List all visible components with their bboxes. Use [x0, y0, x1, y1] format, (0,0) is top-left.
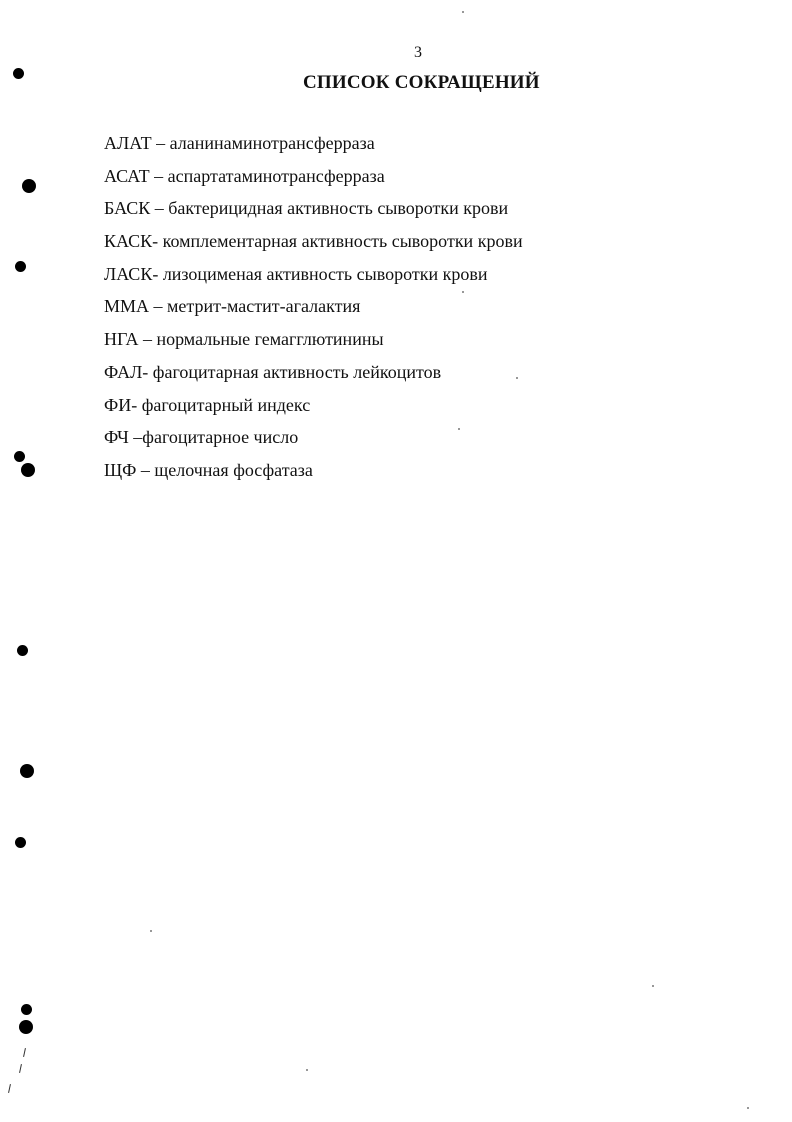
punch-hole-mark	[19, 1020, 33, 1034]
punch-hole-mark	[21, 1004, 32, 1015]
abbreviation-item: БАСК – бактерицидная активность сыворотки крови	[104, 198, 509, 219]
abbreviation-item: АЛАТ – аланинаминотрансферраза	[104, 133, 375, 153]
abbreviation-item: ФАЛ- фагоцитарная активность лейкоцитов	[104, 361, 442, 382]
scan-dust-dot	[150, 930, 152, 932]
abbreviation-item: ЛАСК- лизоцименая активность сыворотки крови	[104, 263, 488, 284]
punch-hole-mark	[15, 837, 26, 848]
abbreviation-item: ФЧ –фагоцитарное число	[104, 427, 299, 448]
abbreviation-item: НГА – нормальные гемагглютинины	[104, 329, 384, 350]
scan-speck-mark	[8, 1084, 11, 1093]
abbreviation-item: ЩФ – щелочная фосфатаза	[104, 459, 313, 480]
punch-hole-mark	[21, 463, 35, 477]
scan-dust-dot	[747, 1107, 749, 1109]
scan-dust-dot	[306, 1069, 308, 1071]
scan-speck-mark	[19, 1064, 22, 1073]
punch-hole-mark	[13, 68, 24, 79]
abbreviation-item: ММА – метрит-мастит-агалактия	[104, 296, 361, 317]
punch-hole-mark	[20, 764, 34, 778]
scan-dust-dot	[462, 291, 464, 293]
scan-dust-dot	[516, 377, 518, 379]
scan-speck-mark	[23, 1048, 26, 1057]
punch-hole-mark	[17, 645, 28, 656]
punch-hole-mark	[14, 451, 25, 462]
punch-hole-mark	[15, 261, 26, 272]
abbreviation-item: ФИ- фагоцитарный индекс	[104, 394, 311, 415]
scan-dust-dot	[652, 985, 654, 987]
scan-dust-dot	[462, 11, 464, 13]
punch-hole-mark	[22, 179, 36, 193]
abbreviation-item: АСАТ – аспартатаминотрансферраза	[104, 165, 385, 186]
abbreviation-list	[104, 127, 523, 487]
scan-dust-dot	[458, 428, 460, 430]
page-title: СПИСОК СОКРАЩЕНИЙ	[303, 72, 540, 93]
page-number: 3	[414, 44, 422, 61]
abbreviation-item: КАСК- комплементарная активность сыворотки крови	[104, 231, 523, 252]
